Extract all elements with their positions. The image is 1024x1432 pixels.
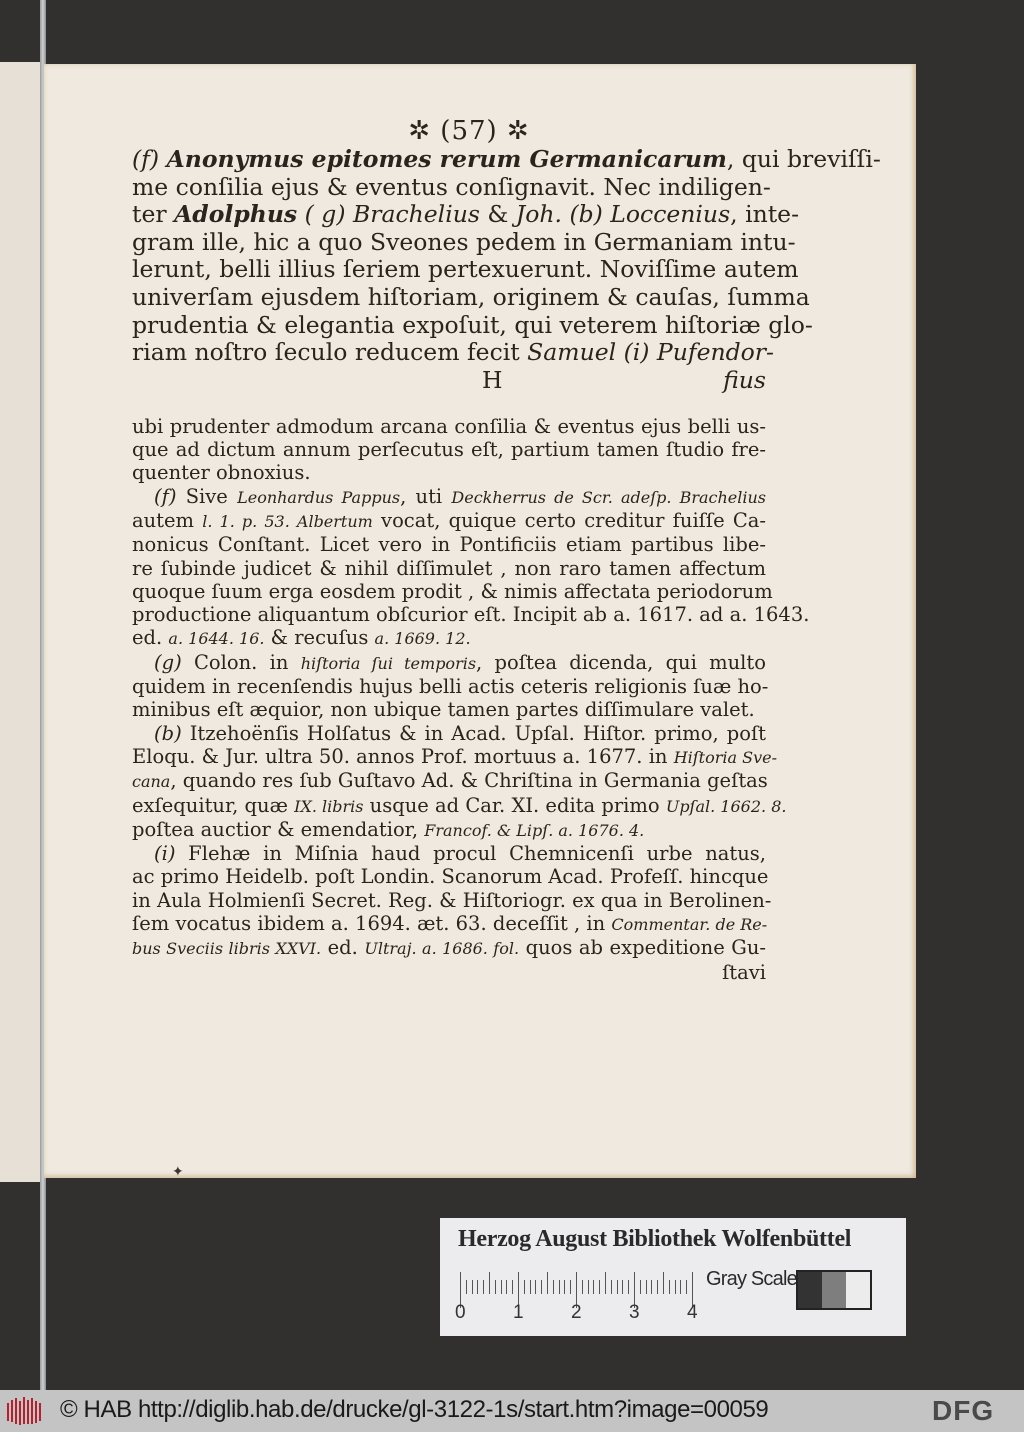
footnote-line: poſtea auctior & emendatior, Francof. & Lipſ. a. 1676. 4.	[132, 817, 645, 841]
footnote-line: (b) Itzehoënſis Holſatus & in Acad. Upſal. Hiſtor. primo, poſt	[154, 721, 766, 745]
footnote-line: Eloqu. & Jur. ultra 50. annos Prof. mortuus a. 1677. in Hiſtoria Sve-	[132, 744, 778, 768]
dfg-logo-icon: DFG	[932, 1395, 995, 1426]
ruler-label: 2	[571, 1302, 582, 1323]
footnote-marker: (i)	[154, 842, 189, 866]
margin-mark: ✦	[172, 1164, 184, 1180]
footnote-line: in Aula Holmienſi Secret. Reg. & Hiſtoriogr. ex qua in Berolinen-	[132, 888, 772, 912]
ruler-label: 1	[513, 1302, 524, 1323]
footnotes	[132, 414, 810, 984]
text-line: univerſam ejusdem hiſtoriam, originem & cauſas, ſumma	[132, 282, 810, 311]
footnote-line: (g) Colon. in hiſtoria ſui temporis, poſtea dicenda, qui multo	[154, 650, 766, 674]
footnote-line: quenter obnoxius.	[132, 461, 311, 485]
gray-swatch	[846, 1272, 870, 1308]
text-line: (f) Anonymus epitomes rerum Germanicarum, qui breviſſi-	[132, 145, 881, 173]
hab-logo-icon	[4, 1395, 46, 1427]
ruler-label: 0	[455, 1302, 466, 1323]
ruler-label: 4	[687, 1302, 698, 1323]
footnote-line: bus Sveciis libris XXVI. ed. Ultraj. a. 1686. fol. quos ab expeditione Gu-	[132, 936, 766, 960]
ruler-label: 3	[629, 1302, 640, 1323]
footnote-line: quoque ſuum erga eosdem prodit , & nimis affectata periodorum	[132, 579, 773, 603]
footnote-line: ſem vocatus ibidem a. 1694. æt. 63. deceſſit , in Commentar. de Re-	[132, 911, 768, 935]
gray-scale-swatches	[796, 1270, 872, 1310]
footnote-line: ed. a. 1644. 16. & recuſus a. 1669. 12.	[132, 626, 471, 650]
footnote-line: cana, quando res ſub Guſtavo Ad. & Chriſtina in Germania geſtas	[132, 769, 768, 793]
footnote-line: re ſubinde judicet & nihil diſſimulet , non raro tamen affectum	[132, 556, 766, 580]
copyright-link[interactable]: © HAB http://diglib.hab.de/drucke/gl-3122-1s/start.htm?image=00059	[60, 1396, 769, 1423]
page-text	[132, 116, 881, 984]
footnote-line: (f) Sive Leonhardus Pappus, uti Deckherrus de Scr. adeſp. Brachelius	[154, 484, 767, 508]
text-line: riam noſtro ſeculo reducem fecit Samuel (i) Pufendor-	[132, 338, 774, 367]
signature-row	[132, 367, 766, 393]
footnote-line: autem l. 1. p. 53. Albertum vocat, quique certo creditur fuiſſe Ca-	[132, 508, 766, 532]
color-calibration-card	[440, 1218, 906, 1336]
footnote-line: productione aliquantum obſcurior eſt. Incipit ab a. 1617. ad a. 1643.	[132, 603, 810, 627]
footnote-marker: (b)	[154, 721, 190, 745]
catchword: fius	[723, 365, 766, 394]
previous-page-edge	[0, 62, 42, 1182]
footnote-line: quidem in recenſendis hujus belli actis ceteris religionis ſuæ ho-	[132, 675, 769, 699]
running-head: ✲ (57) ✲	[408, 116, 530, 146]
footnote-marker: (f)	[154, 484, 186, 508]
footnote-line: minibus eſt æquior, non ubique tamen partes diſſimulare valet.	[132, 698, 755, 722]
main-text	[132, 145, 881, 367]
text-line: me conſilia ejus & eventus conſignavit. Nec indiligen-	[132, 172, 771, 201]
text-line: gram ille, hic a quo Sveones pedem in Germaniam intu-	[132, 227, 796, 256]
gray-swatch	[822, 1272, 846, 1308]
footnote-line: ſtavi	[722, 960, 766, 984]
gray-swatch	[798, 1272, 822, 1308]
text-line: lerunt, belli illius ſeriem pertexuerunt. Noviſſime autem	[132, 255, 799, 284]
text-line: ter Adolphus ( g) Brachelius & Joh. (b) Loccenius, inte-	[132, 200, 800, 229]
footnote-line: (i) Flehæ in Miſnia haud procul Chemnicenſi urbe natus,	[154, 842, 766, 866]
footnote-line: exſequitur, quæ IX. libris usque ad Car. XI. edita primo Upſal. 1662. 8.	[132, 793, 787, 817]
signature-mark: H	[482, 365, 503, 394]
library-name: Herzog August Bibliothek Wolfenbüttel	[458, 1226, 852, 1252]
footnote-marker: (g)	[154, 650, 194, 674]
footnote-line: que ad dictum annum perſecutus eſt, partium tamen ſtudio fre-	[132, 438, 766, 462]
footnote-line: ubi prudenter admodum arcana conſilia & eventus ejus belli us-	[132, 414, 766, 438]
gray-scale-label: Gray Scale	[706, 1268, 797, 1290]
footer-bar	[0, 1390, 1024, 1432]
footnote-line: nonicus Conſtant. Licet vero in Pontificiis etiam partibus libe-	[132, 533, 766, 557]
footnote-line: ac primo Heidelb. poſt Londin. Scanorum Acad. Profeſſ. hincque	[132, 865, 769, 889]
text-line: prudentia & elegantia expoſuit, qui veterem hiſtoriæ glo-	[132, 310, 813, 339]
